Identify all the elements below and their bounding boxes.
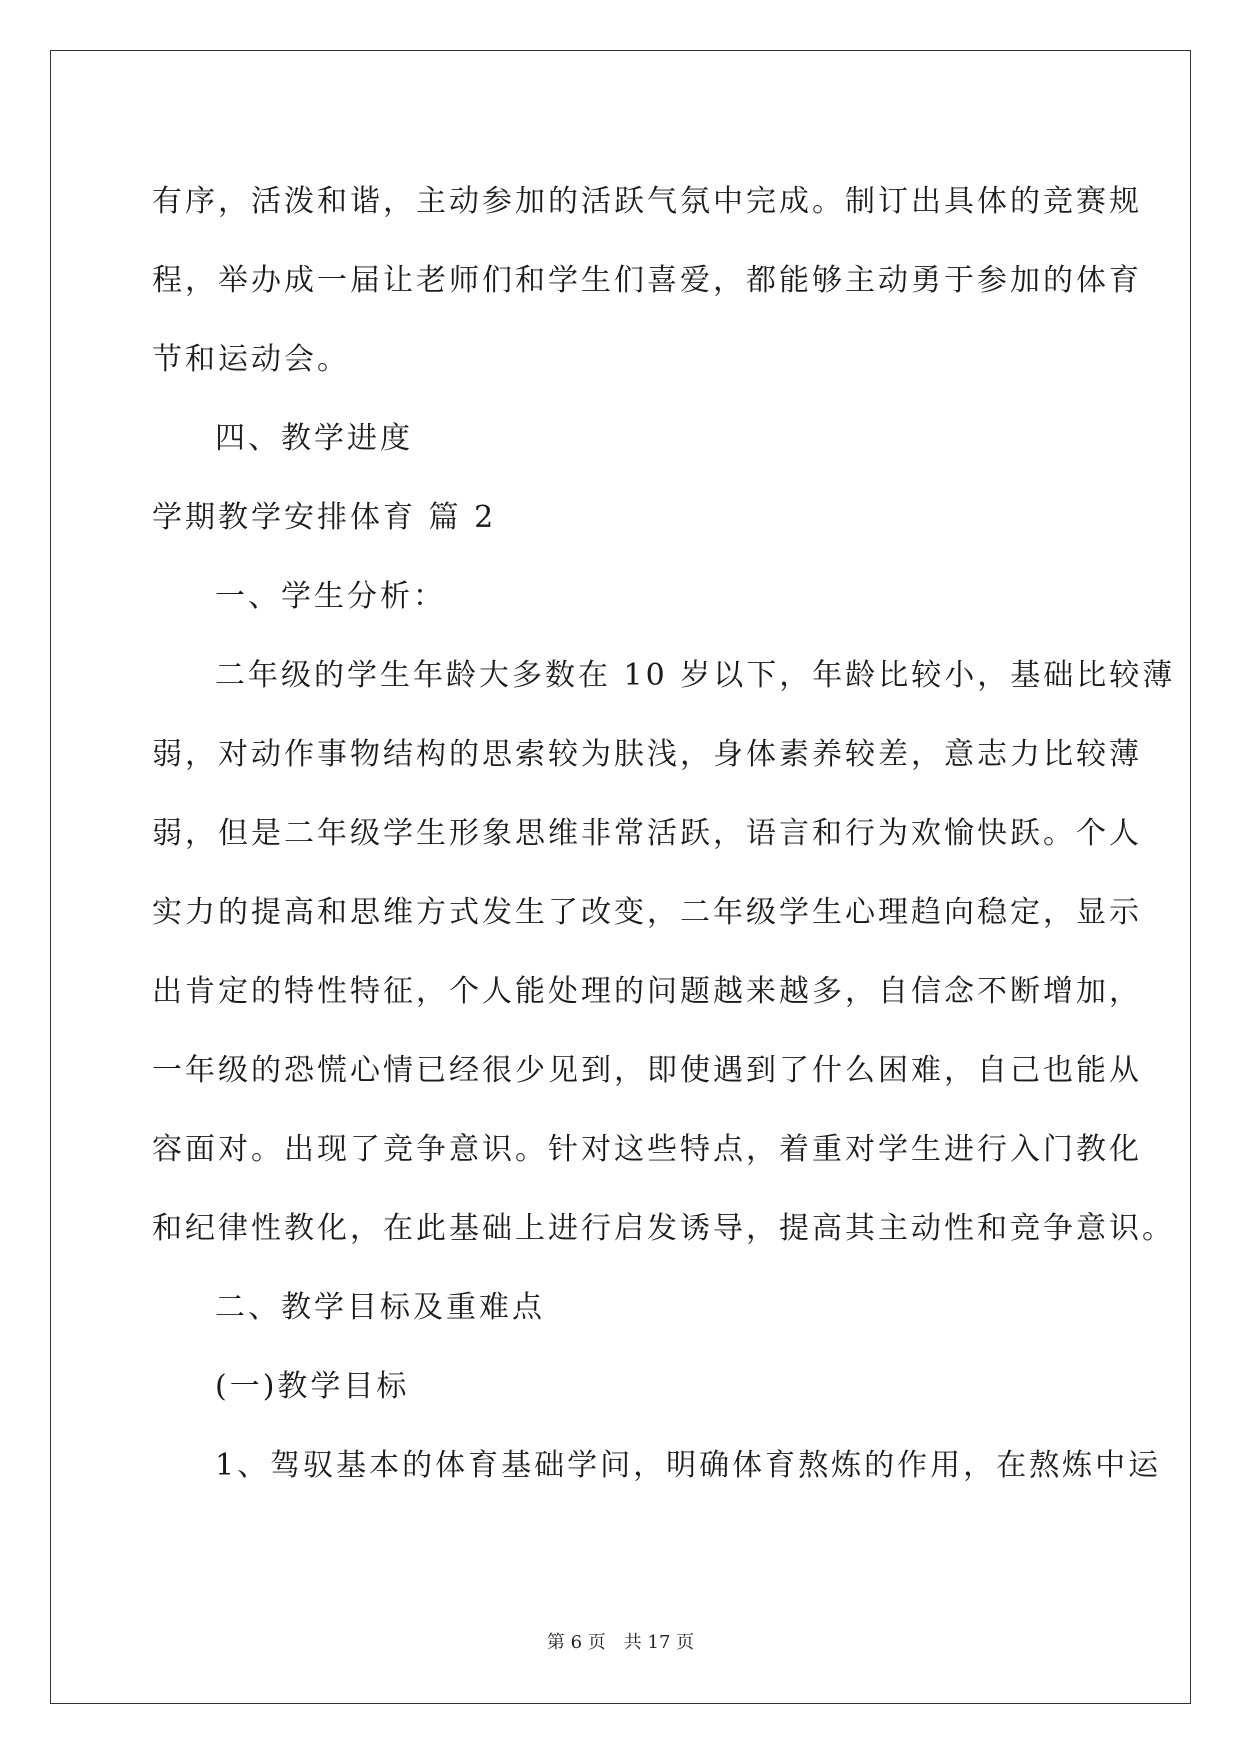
section-heading-student-analysis: 一、学生分析： (215, 579, 446, 614)
text-line-17: 1、驾驭基本的体育基础学问，明确体育熬炼的作用，在熬炼中运 (215, 1448, 1162, 1483)
page-footer (0, 1628, 1241, 1654)
text-line-11: 出肯定的特性特征，个人能处理的问题越来越多，自信念不断增加， (152, 974, 1142, 1009)
text-line-3: 节和运动会。 (152, 342, 350, 377)
text-line-1: 有序，活泼和谐，主动参加的活跃气氛中完成。制订出具体的竞赛规 (152, 184, 1142, 219)
page-total: 共 17 页 (623, 1632, 695, 1653)
section-heading-teaching-progress: 四、教学进度 (215, 421, 413, 456)
page-number: 第 6 页 (546, 1632, 606, 1653)
section-heading-goals: 二、教学目标及重难点 (215, 1290, 545, 1325)
text-line-7: 二年级的学生年龄大多数在 10 岁以下，年龄比较小，基础比较薄 (215, 658, 1176, 693)
text-line-9: 弱，但是二年级学生形象思维非常活跃，语言和行为欢愉快跃。个人 (152, 816, 1142, 851)
article-title: 学期教学安排体育 篇 2 (152, 500, 497, 535)
text-line-14: 和纪律性教化，在此基础上进行启发诱导，提高其主动性和竞争意识。 (152, 1211, 1175, 1246)
text-line-13: 容面对。出现了竞争意识。针对这些特点，着重对学生进行入门教化 (152, 1132, 1142, 1167)
text-line-12: 一年级的恐慌心情已经很少见到，即使遇到了什么困难，自己也能从 (152, 1053, 1142, 1088)
text-line-2: 程，举办成一届让老师们和学生们喜爱，都能够主动勇于参加的体育 (152, 263, 1142, 298)
document-body (152, 162, 1176, 1505)
text-line-8: 弱，对动作事物结构的思索较为肤浅，身体素养较差，意志力比较薄 (152, 737, 1142, 772)
text-line-10: 实力的提高和思维方式发生了改变，二年级学生心理趋向稳定，显示 (152, 895, 1142, 930)
subsection-heading-goals: (一)教学目标 (215, 1369, 410, 1404)
